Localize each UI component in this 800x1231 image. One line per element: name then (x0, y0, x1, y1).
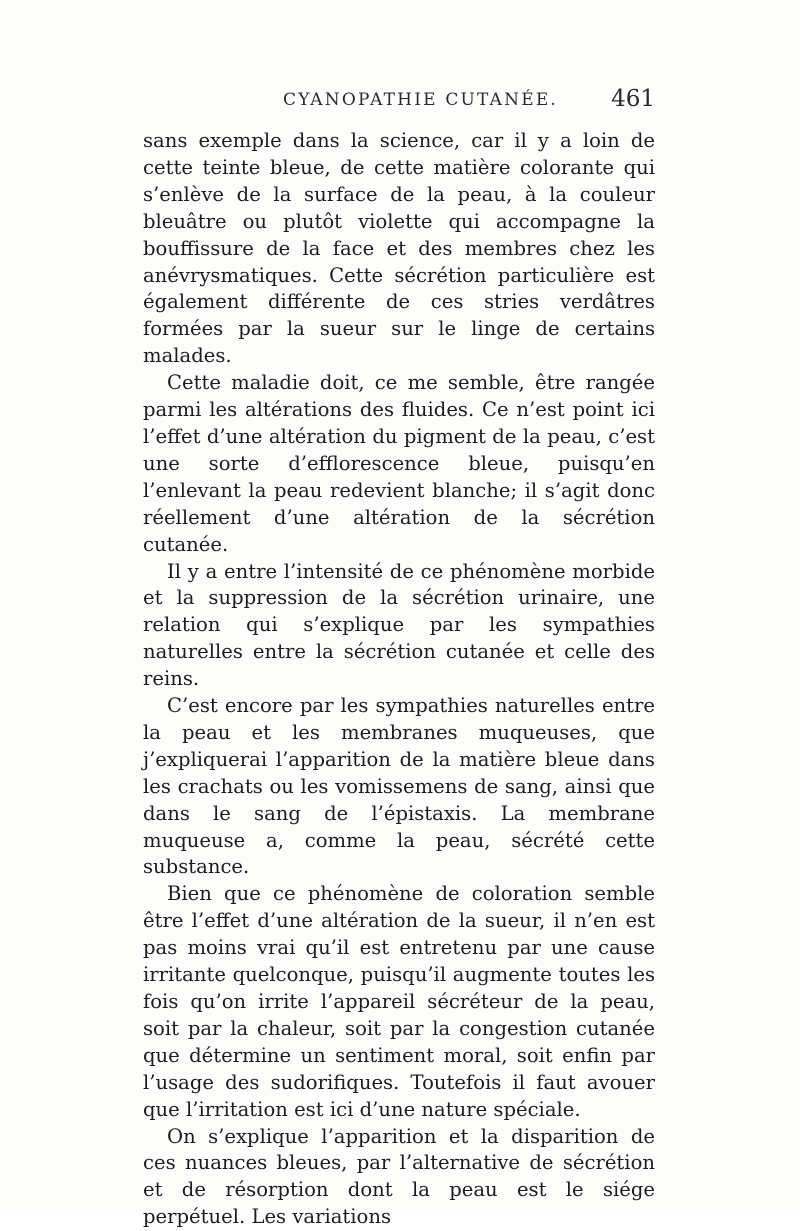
running-head (143, 88, 655, 118)
paragraph-fluid-alteration: Cette maladie doit, ce me semble, être rangée parmi les altérations des fluides. Ce n’est point ici l’effet d’une altération du pigment de la peau, c’est une sorte d’efflorescence bleue, puisqu’en l’enlevant la peau redevient blanche; il s’agit donc réellement d’une altération de la sécrétion cutanée. (143, 371, 655, 556)
page-number: 461 (611, 86, 655, 112)
running-title: CYANOPATHIE CUTANÉE. (283, 90, 559, 110)
text-body (143, 128, 655, 1231)
paragraph-urinary-relation: Il y a entre l’intensité de ce phénomène morbide et la suppression de la sécrétion urinaire, une relation qui s’explique par les sympathies naturelles entre la sécrétion cutanée et celle des reins. (143, 559, 655, 691)
paragraph-mucous-membranes: C’est encore par les sympathies naturelles entre la peau et les membranes muqueuses, que j’expliquerai l’apparition de la matière bleue dans les crachats ou les vomissemens de sang, ainsi que dans le sang de l’épistaxis. La membrane muqueuse a, comme la peau, sécrété cette substance. (143, 694, 655, 879)
paragraph-continued: sans exemple dans la science, car il y a loin de cette teinte bleue, de cette matière colorante qui s’enlève de la surface de la peau, à la couleur bleuâtre ou plutôt violette qui accompagne la bouffissure de la face et des membres chez les anévrysmatiques. Cette sécrétion particulière est également différente de ces stries verdâtres formées par la sueur sur le linge de certains malades. (143, 129, 655, 368)
paragraph-secretion-resorption: On s’explique l’apparition et la disparition de ces nuances bleues, par l’alternative de sécrétion et de résorption dont la peau est le siége perpétuel. Les variations (143, 1124, 655, 1229)
paragraph-irritant-cause: Bien que ce phénomène de coloration semble être l’effet d’une altération de la sueur, il n’en est pas moins vrai qu’il est entretenu par une cause irritante quelconque, puisqu’il augmente toutes les fois qu’on irrite l’appareil sécréteur de la peau, soit par la chaleur, soit par la congestion cutanée que détermine un sentiment moral, soit enfin par l’usage des sudorifiques. Toutefois il faut avouer que l’irritation est ici d’une nature spéciale. (143, 882, 655, 1121)
